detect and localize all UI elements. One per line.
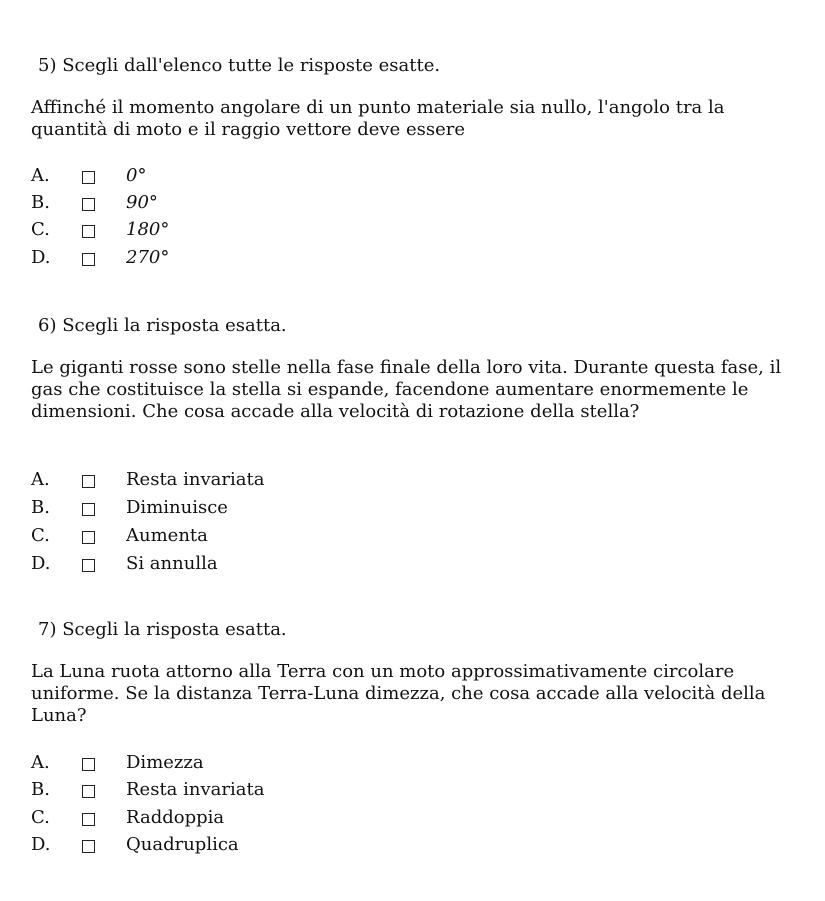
checkbox[interactable] — [82, 225, 95, 238]
option-label: Resta invariata — [126, 779, 265, 800]
option-letter: B. — [31, 192, 50, 213]
option-letter: C. — [31, 525, 50, 546]
option-letter: B. — [31, 497, 50, 518]
checkbox[interactable] — [82, 503, 95, 516]
option-letter: C. — [31, 219, 50, 240]
answer-option[interactable] — [31, 468, 431, 492]
answer-option[interactable] — [31, 552, 431, 576]
answer-option[interactable] — [31, 218, 431, 242]
checkbox[interactable] — [82, 813, 95, 826]
checkbox[interactable] — [82, 785, 95, 798]
question-heading: 5) Scegli dall'elenco tutte le risposte esatte. — [38, 55, 441, 76]
option-label: Dimezza — [126, 752, 204, 773]
checkbox[interactable] — [82, 171, 95, 184]
answer-option[interactable] — [31, 778, 431, 802]
option-label: 0° — [126, 165, 147, 186]
answer-option[interactable] — [31, 751, 431, 775]
question-text: La Luna ruota attorno alla Terra con un moto approssimativamente circolare uniforme. Se la distanza Terra-Luna dimezza, che cosa accade alla velocità della Luna? — [31, 661, 766, 726]
option-label: Diminuisce — [126, 497, 228, 518]
option-letter: A. — [31, 752, 50, 773]
option-letter: D. — [31, 247, 51, 268]
option-label: 180° — [126, 219, 170, 240]
question-heading: 7) Scegli la risposta esatta. — [38, 619, 287, 640]
answer-option[interactable] — [31, 246, 431, 270]
option-label: Raddoppia — [126, 807, 225, 828]
option-letter: A. — [31, 469, 50, 490]
checkbox[interactable] — [82, 475, 95, 488]
option-letter: D. — [31, 834, 51, 855]
question-text: Affinché il momento angolare di un punto materiale sia nullo, l'angolo tra la quantità di moto e il raggio vettore deve essere — [31, 97, 725, 140]
checkbox[interactable] — [82, 198, 95, 211]
answer-option[interactable] — [31, 496, 431, 520]
question-heading: 6) Scegli la risposta esatta. — [38, 315, 287, 336]
checkbox[interactable] — [82, 531, 95, 544]
checkbox[interactable] — [82, 253, 95, 266]
checkbox[interactable] — [82, 758, 95, 771]
option-letter: B. — [31, 779, 50, 800]
option-label: Resta invariata — [126, 469, 265, 490]
answer-option[interactable] — [31, 524, 431, 548]
option-label: 270° — [126, 247, 170, 268]
option-letter: D. — [31, 553, 51, 574]
answer-option[interactable] — [31, 191, 431, 215]
option-label: Si annulla — [126, 553, 218, 574]
option-label: Aumenta — [126, 525, 208, 546]
option-letter: A. — [31, 165, 50, 186]
checkbox[interactable] — [82, 840, 95, 853]
answer-option[interactable] — [31, 164, 431, 188]
option-letter: C. — [31, 807, 50, 828]
checkbox[interactable] — [82, 559, 95, 572]
answer-option[interactable] — [31, 833, 431, 857]
option-label: 90° — [126, 192, 158, 213]
option-label: Quadruplica — [126, 834, 239, 855]
answer-option[interactable] — [31, 806, 431, 830]
question-text: Le giganti rosse sono stelle nella fase finale della loro vita. Durante questa fase, il gas che costituisce la stella si espande, facendone aumentare enormemente le dimensioni. Che cosa accade alla velocità di rotazione della stella? — [31, 357, 782, 422]
